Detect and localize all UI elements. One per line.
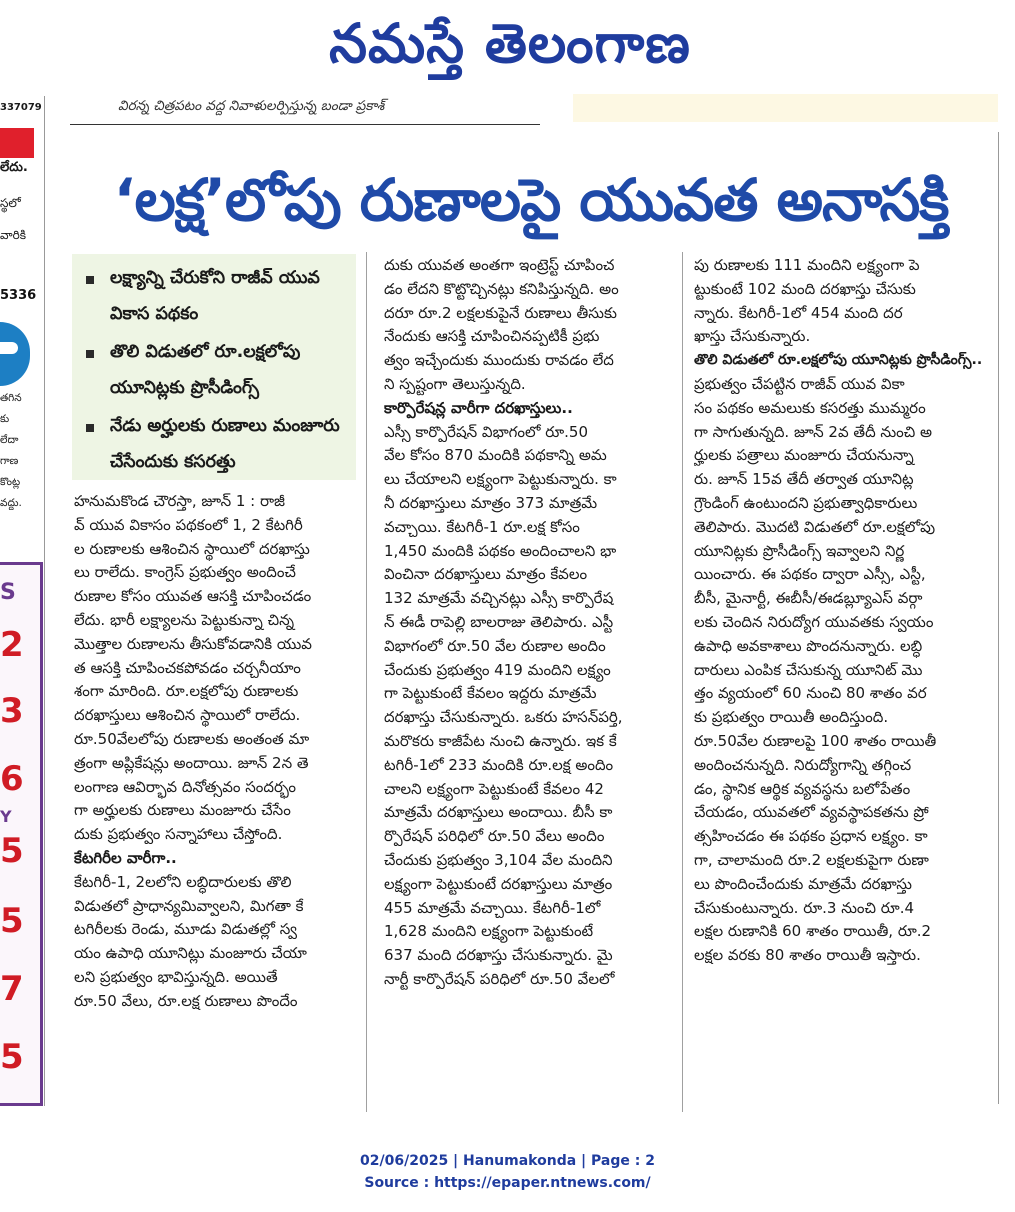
- body-line: దుకు ప్రభుత్వం సన్నాహాలు చేస్తోంది.: [74, 825, 283, 844]
- footer-source: Source : https://epaper.ntnews.com/: [364, 1175, 651, 1191]
- body-line: త్సహించడం ఈ పథకం ప్రధాన లక్ష్యం. కా: [694, 827, 928, 846]
- body-line: ప్రభుత్వం చేపట్టిన రాజీవ్ యువ వికా: [694, 374, 905, 393]
- edge-text: వారికి: [0, 228, 26, 242]
- body-line: లు చేయాలని లక్ష్యంగా పెట్టుకున్నారు. కా: [384, 470, 617, 489]
- highlight-text: తొలి విడుతలో రూ.లక్షలోపు యూనిట్లకు ప్రొసీడింగ్స్: [110, 342, 301, 398]
- body-line: యించారు. ఈ పథకం ద్వారా ఎస్సీ, ఎస్టీ,: [694, 565, 926, 584]
- body-line: పు రుణాలకు 111 మందిని లక్ష్యంగా పె: [694, 256, 920, 274]
- body-line: డం, స్థానిక ఆర్థిక వ్యవస్థను బలోపేతం: [694, 779, 911, 798]
- body-line: లక్ష్యంగా పెట్టుకుంటే దరఖాస్తులు మాత్రం: [384, 874, 613, 893]
- body-line: త ఆసక్తి చూపించకపోవడం చర్చనీయాం: [74, 658, 301, 677]
- body-line: ఉపాధి అవకాశాలు పొందనున్నారు. లబ్ధి: [694, 636, 923, 655]
- article-column-1: [74, 490, 356, 1014]
- body-line: గ్రౌండింగ్ ఉంటుందని ప్రభుత్వాధికారులు: [694, 493, 918, 512]
- body-line: విభాగంలో రూ.50 వేల రుణాల అందిం: [384, 636, 606, 655]
- body-line: కేటగిరీ-1, 2లలోని లబ్ధిదారులకు తొలి: [74, 872, 292, 891]
- body-line: లక్షల రుణానికి 60 శాతం రాయితీ, రూ.2: [694, 922, 932, 941]
- body-line: హనుమకొండ చౌరస్తా, జూన్ 1 : రాజీ: [74, 492, 286, 510]
- body-line: చేయడం, యువతలో వ్యవస్థాపకతను ప్రో: [694, 803, 929, 822]
- body-line: రు. జూన్ 15వ తేదీ తర్వాత యూనిట్ల: [694, 470, 914, 489]
- edge-small-text: కొంట్ల: [0, 476, 21, 488]
- edge-ad-box: [0, 562, 43, 1106]
- body-line: చేసుకుంటున్నారు. రూ.3 నుంచి రూ.4: [694, 898, 915, 917]
- edge-box-letter: S: [0, 580, 16, 605]
- highlight-text: నేడు అర్హులకు రుణాలు మంజూరు చేసేందుకు కసరత్తు: [110, 416, 340, 472]
- body-line: 637 మంది దరఖాస్తు చేసుకున్నారు. మై: [384, 946, 613, 965]
- edge-box-digit: 6: [0, 759, 24, 799]
- body-line: వ్ యువ వికాసం పథకంలో 1, 2 కేటగిరీ: [74, 515, 303, 534]
- column-divider: [44, 96, 45, 1106]
- highlights-box: [72, 254, 356, 480]
- column-divider: [682, 252, 683, 1112]
- article-headline: ‘లక్ష’లోపు రుణాలపై యువత అనాసక్తి: [113, 166, 949, 234]
- body-line: మరొకరు కాజీపేట నుంచి ఉన్నారు. ఇక కే: [384, 731, 617, 750]
- highlight-item: [86, 334, 348, 406]
- body-line: వించినా దరఖాస్తులు మాత్రం కేవలం: [384, 565, 588, 584]
- body-line: దరఖాస్తులు ఆశించిన స్థాయిలో రాలేదు.: [74, 706, 301, 725]
- body-line: మాత్రమే దరఖాస్తులు అందాయి. బీసీ కా: [384, 803, 613, 822]
- body-line: రూ.50 వేలు, రూ.లక్ష రుణాలు పొందేం: [74, 991, 298, 1010]
- edge-small-text: వద్దు.: [0, 497, 22, 509]
- edge-small-text: లేదా: [0, 434, 19, 446]
- edge-number: 5336: [0, 288, 37, 303]
- footer-date-edition: 02/06/2025 | Hanumakonda | Page : 2: [360, 1153, 655, 1169]
- body-line: త్తం వ్యయంలో 60 నుంచి 80 శాతం వర: [694, 684, 927, 703]
- body-line: సం పథకం అమలుకు కసరత్తు ముమ్మరం: [694, 398, 926, 417]
- edge-box-letter: Y: [0, 807, 12, 826]
- edge-box-digit: 7: [0, 969, 24, 1009]
- body-line: రుణాల కోసం యువత ఆసక్తి చూపించడం: [74, 587, 312, 606]
- highlight-text: లక్ష్యాన్ని చేరుకోని రాజీవ్ యువ వికాస పథకం: [110, 268, 320, 324]
- highlight-item: [86, 408, 348, 480]
- body-line: ఖాస్తు చేసుకున్నారు.: [694, 327, 811, 346]
- edge-text: స్థలో: [0, 196, 21, 210]
- edge-box-digit: 2: [0, 625, 24, 665]
- body-line: కు ప్రభుత్వం రాయితీ అందిస్తుంది.: [694, 708, 889, 727]
- body-line: 455 మాత్రమే వచ్చాయి. కేటగిరీ-1లో: [384, 898, 601, 917]
- subheading: కేటగిరీల వారీగా..: [74, 848, 177, 867]
- body-line: లేదు. భారీ లక్ష్యాలను పెట్టుకున్నా చిన్న: [74, 610, 295, 629]
- bullet-icon: [86, 424, 94, 432]
- body-line: త్రంగా అప్లికేషన్లు అందాయి. జూన్ 2న తె: [74, 753, 309, 772]
- body-line: అందించనున్నది. నిరుద్యోగాన్ని తగ్గించ: [694, 755, 912, 774]
- body-line: చేందుకు ప్రభుత్వం 3,104 వేల మందిని: [384, 850, 613, 869]
- bullet-icon: [86, 276, 94, 284]
- body-line: ల రుణాలకు ఆశించిన స్థాయిలో దరఖాస్తు: [74, 539, 310, 558]
- body-line: లని ప్రభుత్వం భావిస్తున్నది. అయితే: [74, 967, 278, 986]
- body-line: దారులు ఎంపిక చేసుకున్న యూనిట్ మొ: [694, 660, 923, 679]
- body-line: దరఖాస్తు చేసుకున్నారు. ఒకరు హసన్‌పర్తి,: [384, 708, 623, 727]
- body-line: తెలిపారు. మొదటి విడుతలో రూ.లక్షలోపు: [694, 517, 936, 536]
- caption-rule: [70, 124, 540, 125]
- column-divider: [998, 132, 999, 1104]
- masthead-logo: నమస్తే తెలంగాణ: [329, 12, 691, 75]
- masthead: [0, 0, 1015, 90]
- left-edge-column: [0, 96, 44, 1106]
- body-line: న్ ఈడీ రాపెల్లి బాలరాజు తెలిపారు. ఎస్టీ: [384, 612, 614, 631]
- body-line: టగిరీలకు రెండు, మూడు విడుతల్లో స్వ: [74, 920, 297, 939]
- column-divider: [366, 252, 367, 1112]
- edge-box-digit: 5: [0, 831, 24, 871]
- edge-blue-graphic: [0, 322, 30, 386]
- edge-phone-number: 337079: [0, 102, 42, 113]
- body-line: ర్హులకు పత్రాలు మంజూరు చేయనున్నా: [694, 446, 914, 465]
- body-line: ర్పొరేషన్ పరిధిలో రూ.50 వేలు అందిం: [384, 827, 605, 846]
- body-line: 1,450 మందికి పథకం అందించాలని భా: [384, 541, 617, 560]
- edge-red-block: [0, 128, 34, 158]
- page-footer: [0, 1150, 1015, 1194]
- body-line: బీసీ, మైనార్టీ, ఈబీసీ/ఈడబ్ల్యూఎస్ వర్గా: [694, 589, 923, 608]
- body-line: లు రాలేదు. కాంగ్రెస్ ప్రభుత్వం అందించే: [74, 563, 296, 582]
- subheading: కార్పొరేషన్ల వారీగా దరఖాస్తులు..: [384, 398, 573, 417]
- edge-small-text: కు: [0, 413, 10, 425]
- body-line: వచ్చాయి. కేటగిరీ-1 రూ.లక్ష కోసం: [384, 517, 580, 536]
- edge-box-digit: 3: [0, 691, 24, 731]
- edge-box-digit: 5: [0, 1037, 24, 1077]
- article-column-2: [384, 254, 670, 992]
- body-line: నీ దరఖాస్తులు మాత్రం 373 మాత్రమే: [384, 493, 598, 512]
- body-line: టగిరీ-1లో 233 మందికి రూ.లక్ష అందిం: [384, 755, 614, 774]
- body-line: ఎస్సీ కార్పొరేషన్ విభాగంలో రూ.50: [384, 422, 589, 441]
- edge-small-text: గాణ: [0, 455, 19, 467]
- photo-caption: విరన్న చిత్రపటం వద్ద నివాళులర్పిస్తున్న బండా ప్రకాశ్: [118, 98, 385, 114]
- body-line: గా సాగుతున్నది. జూన్ 2వ తేదీ నుంచి అ: [694, 422, 933, 441]
- body-line: శంగా మారింది. రూ.లక్షలోపు రుణాలకు: [74, 682, 299, 701]
- top-right-strip: [573, 94, 998, 122]
- bullet-icon: [86, 350, 94, 358]
- body-line: ట్టుకుంటే 102 మంది దరఖాస్తు చేసుకు: [694, 279, 916, 298]
- body-line: లంగాణ ఆవిర్భావ దినోత్సవం సందర్భం: [74, 777, 296, 796]
- body-line: ని స్పష్టంగా తెలుస్తున్నది.: [384, 374, 526, 393]
- edge-text: లేదు.: [0, 160, 28, 175]
- edge-box-digit: 5: [0, 901, 24, 941]
- body-line: నార్టీ కార్పొరేషన్ పరిధిలో రూ.50 వేలలో: [384, 969, 615, 988]
- body-line: రూ.50వేలలోపు రుణాలకు అంతంత మా: [74, 729, 310, 748]
- body-line: విడుతలో ప్రాధాన్యమివ్వాలని, మిగతా కే: [74, 896, 304, 915]
- body-line: చాలని లక్ష్యంగా పెట్టుకుంటే కేవలం 42: [384, 779, 604, 798]
- body-line: లు పొందించేందుకు మాత్రమే దరఖాస్తు: [694, 874, 912, 893]
- subheading: తొలి విడుతలో రూ.లక్షలోపు యూనిట్లకు ప్రొసీడింగ్స్..: [694, 352, 982, 369]
- body-line: చేందుకు ప్రభుత్వం 419 మందిని లక్ష్యం: [384, 660, 611, 679]
- body-line: రూ.50వేల రుణాలపై 100 శాతం రాయితీ: [694, 731, 937, 750]
- body-line: గా అర్హులకు రుణాలు మంజూరు చేసేం: [74, 801, 291, 820]
- body-line: 132 మాత్రమే వచ్చినట్లు ఎస్సీ కార్పొరేష: [384, 589, 614, 608]
- body-line: మొత్తాల రుణాలను తీసుకోవడానికి యువ: [74, 634, 312, 653]
- body-line: నేందుకు ఆసక్తి చూపించినప్పటికీ ప్రభు: [384, 327, 600, 346]
- edge-small-text: తగిన: [0, 392, 22, 404]
- body-line: దరూ రూ.2 లక్షలకుపైనే రుణాలు తీసుకు: [384, 303, 617, 322]
- body-line: లక్షల వరకు 80 శాతం రాయితీ ఇస్తారు.: [694, 946, 921, 965]
- article-column-3: [694, 254, 982, 968]
- body-line: గా పెట్టుకుంటే కేవలం ఇద్దరు మాత్రమే: [384, 684, 597, 703]
- body-line: గా, చాలామంది రూ.2 లక్షలకుపైగా రుణా: [694, 850, 929, 869]
- body-line: లకు చెందిన నిరుద్యోగ యువతకు స్వయం: [694, 612, 934, 631]
- body-line: 1,628 మందిని లక్ష్యంగా పెట్టుకుంటే: [384, 922, 594, 941]
- body-line: న్నారు. కేటగిరీ-1లో 454 మంది దర: [694, 303, 903, 322]
- body-line: యం ఉపాధి యూనిట్లు మంజూరు చేయా: [74, 944, 307, 963]
- body-line: దుకు యువత అంతగా ఇంట్రెస్ట్ చూపించ: [384, 256, 615, 274]
- highlight-item: [86, 260, 348, 332]
- body-line: యూనిట్లకు ప్రొసీడింగ్స్ ఇవ్వాలని నిర్ణ: [694, 541, 905, 560]
- body-line: వేల కోసం 870 మందికి పథకాన్ని అమ: [384, 446, 607, 465]
- body-line: డం లేదని కొట్టొచ్చినట్లు కనిపిస్తున్నది. అం: [384, 279, 619, 298]
- body-line: త్వం ఇచ్చేందుకు ముందుకు రావడం లేద: [384, 351, 614, 370]
